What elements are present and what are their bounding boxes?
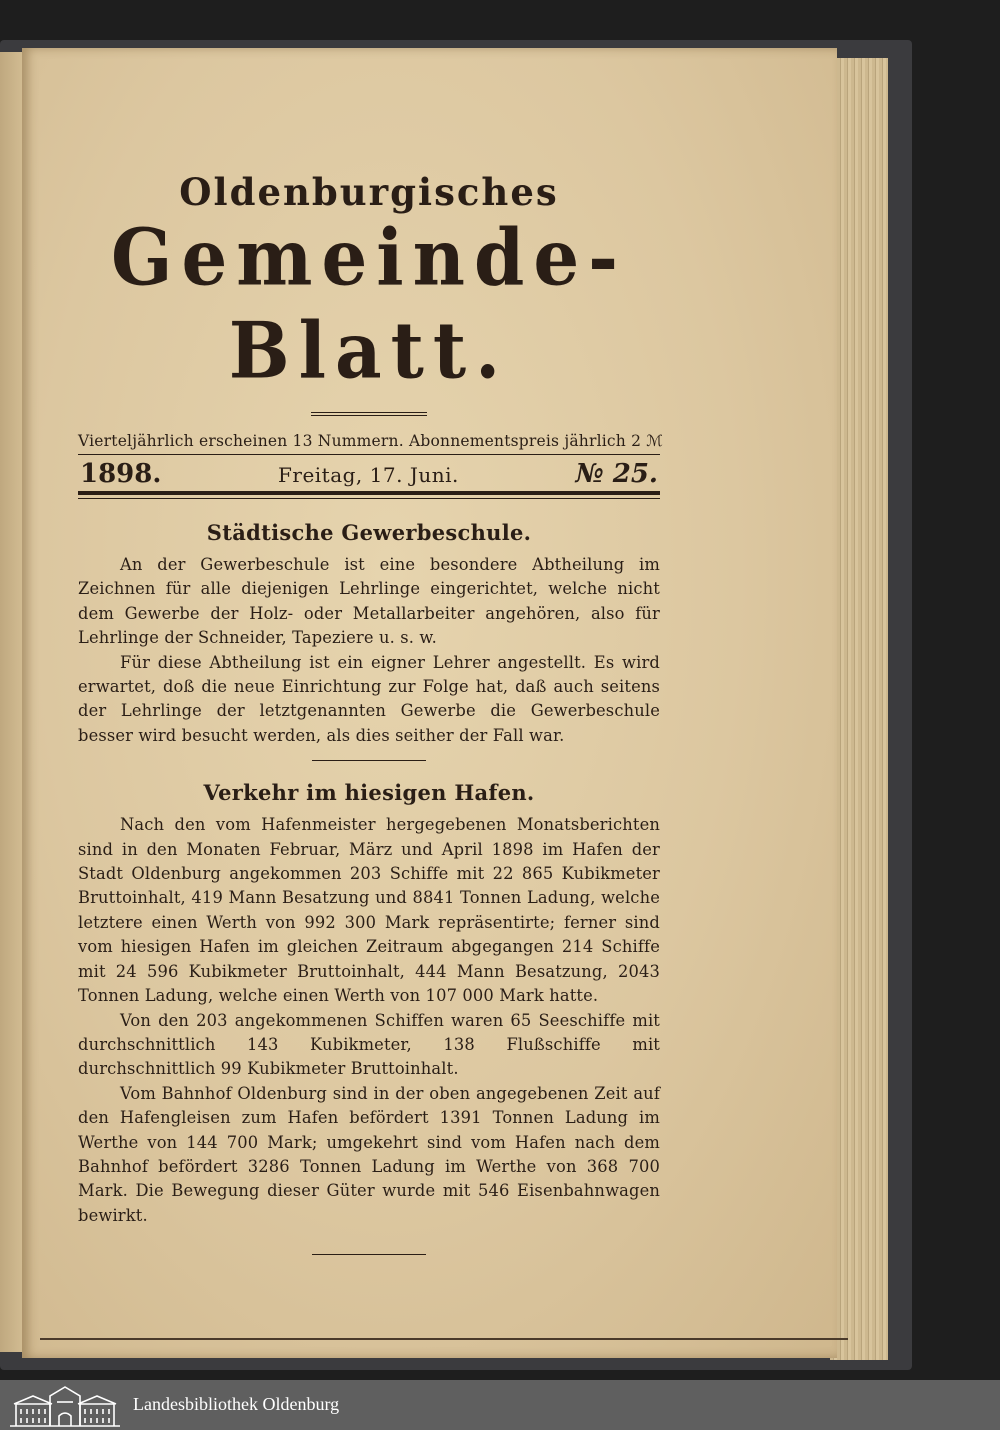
article-title-hafen: Verkehr im hiesigen Hafen. bbox=[203, 780, 535, 806]
left-page-edge bbox=[0, 52, 24, 1352]
library-building-icon bbox=[6, 1382, 124, 1428]
article-paragraph: Von den 203 angekommenen Schiffen waren 65 Seeschiffe mit durchschnittlich 143 Kubikmeter, 138 Flußschiffe mit durchschnittlich 99 Kubikmeter Bruttoinhalt. bbox=[78, 1010, 660, 1079]
issue-number: № 25. bbox=[575, 459, 658, 489]
page-bottom-rule bbox=[40, 1338, 848, 1340]
article-paragraph: Nach den vom Hafenmeister hergegebenen Monatsberichten sind in den Monaten Februar, März und April 1898 im Hafen der Stadt Oldenburg angekommen 203 Schiffe mit 22 865 Kubikmeter Bruttoinhalt, 419 Mann Besatzung und 8841 Tonnen Ladung, welche letztere einen Werth von 992 300 Mark repräsentirte; ferner sind vom hiesigen Hafen im gleichen Zeitraum abgegangen 214 Schiffe mit 24 596 Kubikmeter Bruttoinhalt, 444 Mann Besatzung, 2043 Tonnen Ladung, welche einen Werth von 107 000 Mark hatte. bbox=[78, 815, 660, 1006]
article-paragraph: An der Gewerbeschule ist eine besondere Abtheilung im Zeichnen für alle diejenigen Lehrlinge eingerichtet, welche nicht dem Gewerbe der Holz- oder Metallarbeiter angehören, also für Lehrlinge der Schneider, Tapeziere u. s. w. bbox=[78, 555, 660, 648]
page-stack-edge bbox=[830, 58, 888, 1360]
masthead-line1: Oldenburgisches bbox=[179, 170, 559, 214]
issue-date: Freitag, 17. Juni. bbox=[278, 463, 459, 487]
end-separator bbox=[312, 1254, 426, 1255]
dateline-rule-thin bbox=[78, 498, 660, 499]
page-content bbox=[78, 170, 664, 1255]
article-paragraph: Vom Bahnhof Oldenburg sind in der oben angegebenen Zeit auf den Hafengleisen zum Hafen befördert 1391 Tonnen Ladung im Werthe von 144 700 Mark; umgekehrt sind vom Hafen nach dem Bahnhof befördert 3286 Tonnen Ladung im Werthe von 368 700 Mark. Die Bewegung dieser Güter wurde mit 546 Eisenbahnwagen bewirkt. bbox=[78, 1083, 660, 1225]
subscription-rule bbox=[78, 454, 660, 455]
article-separator bbox=[312, 760, 426, 761]
article-paragraph: Für diese Abtheilung ist ein eigner Lehrer angestellt. Es wird erwartet, doß die neue Einrichtung zur Folge hat, daß auch seitens der Lehrlinge der letztgenannten Gewerbe die Gewerbeschule besser wird besucht werden, als dies seither der Fall war. bbox=[78, 652, 660, 745]
subscription-info: Vierteljährlich erscheinen 13 Nummern. Abonnementspreis jährlich 2 ℳ bbox=[78, 432, 664, 450]
issue-year: 1898. bbox=[80, 459, 162, 489]
masthead-title: Gemeinde-Blatt. bbox=[110, 211, 628, 396]
library-name: Landesbibliothek Oldenburg bbox=[133, 1394, 340, 1414]
dateline bbox=[78, 459, 660, 489]
dateline-rule-thick bbox=[78, 491, 660, 495]
library-footer-bar bbox=[0, 1380, 1000, 1430]
masthead-ornament bbox=[311, 412, 427, 416]
article-title-gewerbeschule: Städtische Gewerbeschule. bbox=[206, 520, 532, 545]
